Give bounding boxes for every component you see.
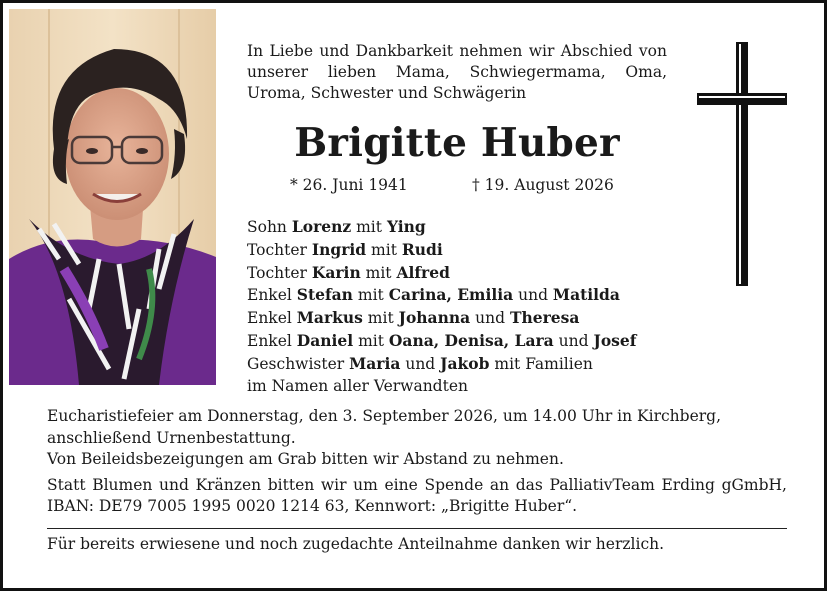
family-line	[247, 353, 727, 376]
footer-text	[47, 406, 787, 518]
donation-note: Statt Blumen und Kränzen bitten wir um eine Spende an das PalliativTeam Erding gGmbH, IBAN: DE79 7005 1995 0020 1214 63, Kennwort: „Brigitte Huber“.	[47, 475, 787, 515]
family-relation-text: und	[400, 354, 441, 373]
family-relation-text: Tochter	[247, 263, 312, 282]
intro-text: In Liebe und Dankbarkeit nehmen wir Abschied von unserer lieben Mama, Schwiegermama, Oma, Uroma, Schwester und Schwägerin	[247, 42, 667, 102]
family-member-name: Oana, Denisa, Lara	[388, 330, 554, 350]
family-relation-text: Enkel	[247, 309, 297, 328]
family-relation-text: Enkel	[247, 331, 297, 350]
family-list	[247, 216, 727, 397]
service-info: Eucharistiefeier am Donnerstag, den 3. September 2026, um 14.00 Uhr in Kirchberg, anschließend Urnenbestattung.	[47, 407, 722, 447]
family-relation-text: im Namen aller Verwandten	[247, 376, 468, 395]
family-member-name: Maria	[349, 353, 401, 373]
family-line	[247, 216, 727, 239]
family-member-name: Carina, Emilia	[388, 285, 514, 305]
family-relation-text: und	[513, 286, 553, 305]
family-relation-text: mit	[351, 218, 387, 236]
family-relation-text: und	[470, 309, 510, 328]
death-date: † 19. August 2026	[472, 176, 614, 194]
family-member-name: Ingrid	[311, 239, 367, 259]
family-relation-text: mit	[366, 240, 402, 259]
family-member-name: Markus	[296, 308, 363, 328]
family-member-name: Ying	[386, 217, 426, 236]
family-member-name: Matilda	[552, 285, 620, 305]
family-member-name: Karin	[311, 262, 361, 282]
family-line	[247, 239, 727, 262]
family-member-name: Theresa	[509, 308, 580, 328]
family-member-name: Lorenz	[291, 217, 352, 236]
divider	[47, 528, 787, 529]
family-relation-text: Sohn	[247, 218, 292, 236]
portrait-image	[9, 9, 216, 385]
family-relation-text: Geschwister	[247, 354, 350, 373]
family-relation-text: mit	[352, 286, 389, 305]
family-member-name: Stefan	[296, 285, 353, 305]
family-relation-text: mit	[353, 331, 389, 350]
thanks-text: Für bereits erwiesene und noch zugedachte Anteilnahme danken wir herzlich.	[47, 535, 665, 553]
family-line	[247, 307, 727, 330]
family-relation-text: und	[553, 331, 594, 350]
family-member-name: Jakob	[440, 353, 490, 373]
family-relation-text: mit	[360, 263, 397, 282]
family-member-name: Josef	[593, 330, 637, 350]
family-member-name: Johanna	[398, 308, 471, 328]
family-relation-text: mit Familien	[489, 354, 593, 373]
family-line	[247, 284, 727, 307]
family-line	[247, 330, 727, 353]
family-relation-text: mit	[362, 309, 399, 328]
family-relation-text: Enkel	[247, 286, 297, 305]
family-member-name: Rudi	[401, 239, 443, 259]
family-line	[247, 376, 727, 398]
family-line	[247, 262, 727, 285]
family-relation-text: Tochter	[247, 240, 312, 259]
family-member-name: Alfred	[396, 262, 450, 282]
deceased-name: Brigitte Huber	[294, 120, 620, 166]
portrait-photo	[9, 9, 216, 385]
family-member-name: Daniel	[296, 330, 354, 350]
birth-date: * 26. Juni 1941	[290, 176, 408, 194]
condolence-note: Von Beileidsbezeigungen am Grab bitten wir Abstand zu nehmen.	[47, 450, 564, 468]
